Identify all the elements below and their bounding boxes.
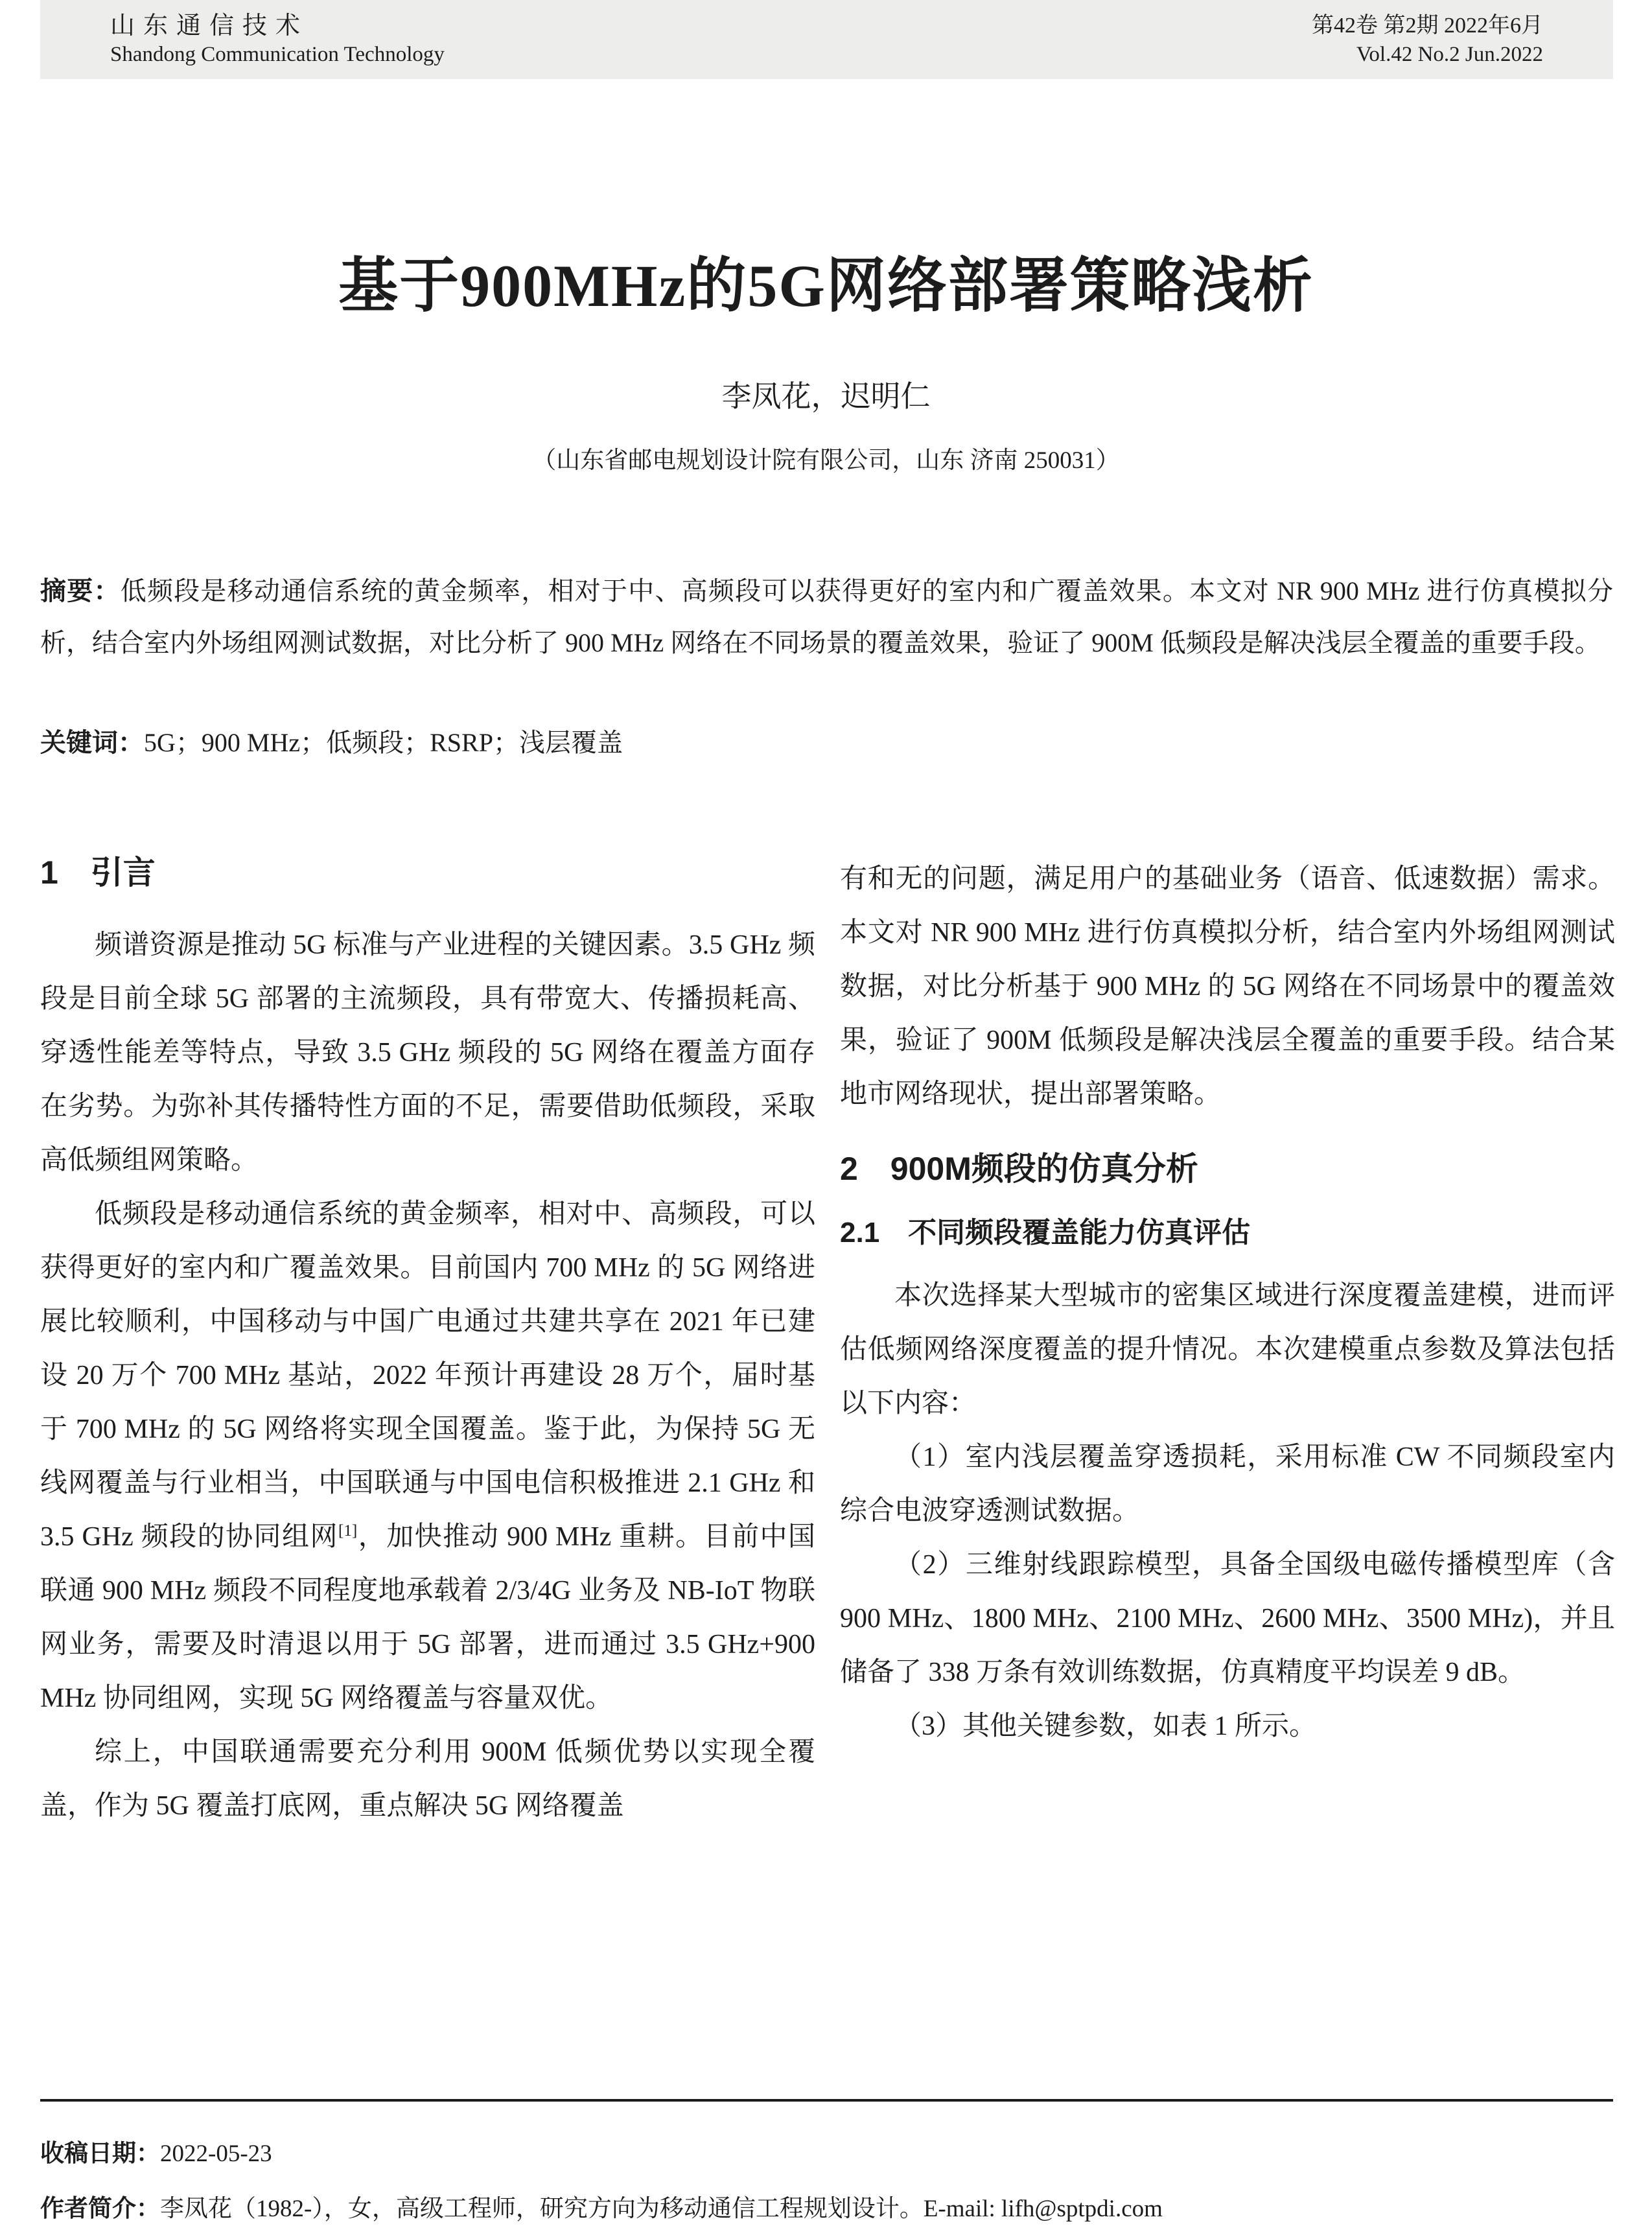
received-date-value: 2022-05-23 [160, 2140, 272, 2167]
abstract-text: 低频段是移动通信系统的黄金频率，相对于中、高频段可以获得更好的室内和广覆盖效果。本文对 NR 900 MHz 进行仿真模拟分析，结合室内外场组网测试数据，对比分析了 900 MHz 网络在不同场景的覆盖效果，验证了 900M 低频段是解决浅层全覆盖的重要手段。 [40, 576, 1614, 657]
keywords-text: 5G；900 MHz；低频段；RSRP；浅层覆盖 [144, 728, 623, 757]
section-1-paragraph-3-continued: 有和无的问题，满足用户的基础业务（语音、低速数据）需求。本文对 NR 900 MHz 进行仿真模拟分析，结合室内外场组网测试数据，对比分析基于 900 MHz 的 5G 网络在不同场景中的覆盖效果，验证了 900M 低频段是解决浅层全覆盖的重要手段。结合某地市网络现状，提出部署策略。 [840, 864, 1615, 1109]
footer-divider [40, 2099, 1613, 2102]
section-2-1-paragraph-4: （3）其他关键参数，如表 1 所示。 [894, 1711, 1317, 1741]
article-title: 基于900MHz的5G网络部署策略浅析 [338, 253, 1314, 319]
abstract-label: 摘要： [40, 577, 121, 605]
page-footer [40, 2099, 1613, 2228]
abstract-block [40, 565, 1613, 669]
author-bio-line [40, 2193, 1613, 2225]
author-bio-text: 李凤花（1982-），女，高级工程师，研究方向为移动通信工程规划设计。E-mail: lifh@sptpdi.com [160, 2196, 1163, 2222]
paragraph-2-text-after-ref: ，加快推动 900 MHz 重耕。目前中国联通 900 MHz 频段不同程度地承载着 2/3/4G 业务及 NB-IoT 物联网业务，需要及时清退以用于 5G 部署，进而通过 3.5 GHz+900 MHz 协同组网，实现 5G 网络覆盖与容量双优。 [40, 1522, 815, 1713]
reference-marker-1: [1] [338, 1522, 358, 1540]
keywords-label: 关键词： [40, 729, 144, 757]
column-right [840, 852, 1615, 1753]
section-2-heading: 2 900M频段的仿真分析 [840, 1151, 1198, 1187]
journal-issue-cn: 第42卷 第2期 2022年6月 [1312, 14, 1543, 38]
journal-name-block [110, 11, 445, 68]
section-1-heading: 1 引言 [40, 854, 156, 891]
column-left [40, 852, 815, 1833]
section-1-paragraph-1: 频谱资源是推动 5G 标准与产业进程的关键因素。3.5 GHz 频段是目前全球 5G 部署的主流频段，具有带宽大、传播损耗高、穿透性能差等特点，导致 3.5 GHz 频段的 5G 网络在覆盖方面存在劣势。为弥补其传播特性方面的不足，需要借助低频段，采取高低频组网策略。 [40, 930, 815, 1175]
section-2-1-paragraph-2: （1）室内浅层覆盖穿透损耗，采用标准 CW 不同频段室内综合电波穿透测试数据。 [840, 1442, 1615, 1526]
article-authors: 李凤花，迟明仁 [721, 380, 931, 413]
article-affiliation: （山东省邮电规划设计院有限公司，山东 济南 250031） [532, 447, 1120, 474]
keywords-block [40, 725, 1613, 761]
author-bio-label: 作者简介： [40, 2195, 160, 2222]
received-date-label: 收稿日期： [40, 2140, 160, 2166]
paragraph-2-text-before-ref: 低频段是移动通信系统的黄金频率，相对中、高频段，可以获得更好的室内和广覆盖效果。目前国内 700 MHz 的 5G 网络进展比较顺利，中国移动与中国广电通过共建共享在 2021 年已建设 20 万个 700 MHz 基站，2022 年预计再建设 28 万个，届时基于 700 MHz 的 5G 网络将实现全国覆盖。鉴于此，为保持 5G 无线网覆盖与行业相当，中国联通与中国电信积极推进 2.1 GHz 和 3.5 GHz 频段的协同组网 [40, 1199, 815, 1552]
section-2-1-heading: 2.1 不同频段覆盖能力仿真评估 [840, 1217, 1251, 1249]
journal-name-cn: 山东通信技术 [110, 12, 309, 40]
received-date-line [40, 2138, 1613, 2170]
journal-issue-block [1312, 11, 1543, 68]
section-2-1-paragraph-1: 本次选择某大型城市的密集区域进行深度覆盖建模，进而评估低频网络深度覆盖的提升情况。本次建模重点参数及算法包括以下内容： [840, 1281, 1615, 1418]
section-2-1-paragraph-3: （2）三维射线跟踪模型，具备全国级电磁传播模型库（含 900 MHz、1800 MHz、2100 MHz、2600 MHz、3500 MHz)，并且储备了 338 万条有效训练数据，仿真精度平均误差 9 dB。 [840, 1550, 1615, 1687]
journal-issue-en: Vol.42 No.2 Jun.2022 [1356, 43, 1543, 66]
section-1-paragraph-3-left: 综上，中国联通需要充分利用 900M 低频优势以实现全覆盖，作为 5G 覆盖打底网，重点解决 5G 网络覆盖 [40, 1737, 815, 1821]
section-1-paragraph-2 [40, 1188, 815, 1726]
journal-header [40, 0, 1613, 79]
journal-name-en: Shandong Communication Technology [110, 43, 445, 66]
